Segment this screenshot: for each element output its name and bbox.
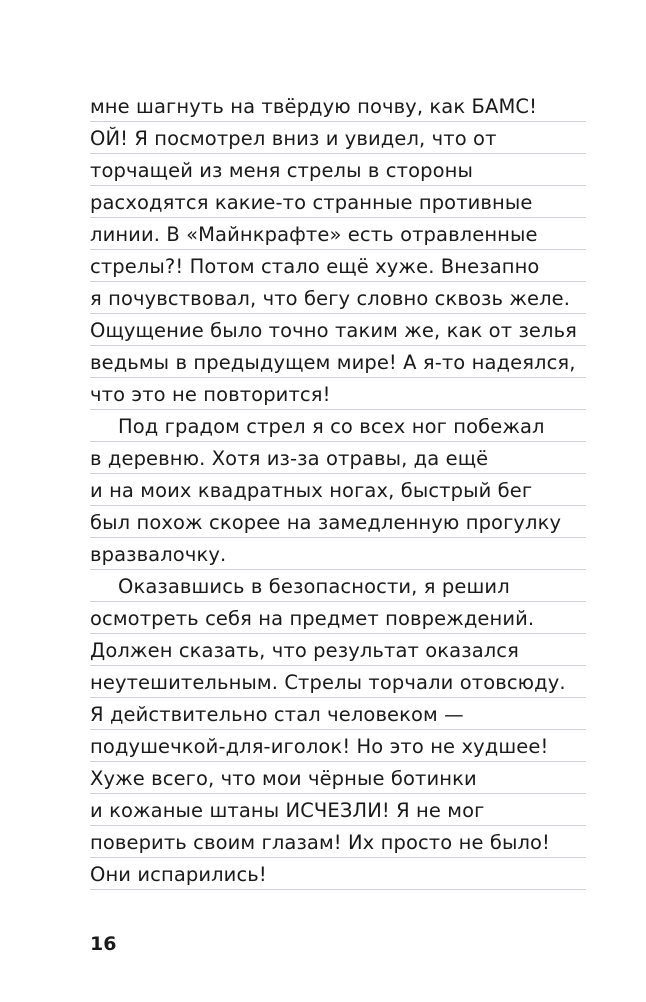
text-line-content: что это не повторится! [90, 383, 331, 406]
text-line-content: и на моих квадратных ногах, быстрый бег [90, 479, 533, 502]
text-line-content: Под градом стрел я со всех ног побежал [118, 415, 545, 438]
text-line-content: в деревню. Хотя из-за отравы, да ещё [90, 447, 489, 470]
text-line [90, 410, 586, 442]
text-line [90, 634, 586, 666]
text-line [90, 378, 586, 410]
text-line-content: Ощущение было точно таким же, как от зелья [90, 319, 578, 342]
text-line-content: мне шагнуть на твёрдую почву, как БАМС! [90, 95, 538, 118]
ruled-text-block [90, 90, 586, 890]
text-line [90, 506, 586, 538]
text-line-content: Оказавшись в безопасности, я решил [118, 575, 510, 598]
text-line [90, 250, 586, 282]
text-line [90, 794, 586, 826]
text-line-content: неутешительным. Стрелы торчали отовсюду. [90, 671, 566, 694]
text-line [90, 186, 586, 218]
text-line [90, 282, 586, 314]
text-line [90, 122, 586, 154]
text-line [90, 218, 586, 250]
text-line-content: Я действительно стал человеком — [90, 703, 464, 726]
text-line [90, 474, 586, 506]
page-number: 16 [90, 933, 117, 955]
text-line [90, 314, 586, 346]
text-line [90, 538, 586, 570]
text-line-content: торчащей из меня стрелы в стороны [90, 159, 473, 182]
text-line-content: расходятся какие-то странные противные [90, 191, 533, 214]
text-line [90, 154, 586, 186]
text-line [90, 346, 586, 378]
text-line [90, 826, 586, 858]
text-line-content: поверить своим глазам! Их просто не было! [90, 831, 550, 854]
text-line-content: и кожаные штаны ИСЧЕЗЛИ! Я не мог [90, 799, 485, 822]
text-line [90, 570, 586, 602]
text-line-content: Хуже всего, что мои чёрные ботинки [90, 767, 477, 790]
text-line-content: осмотреть себя на предмет повреждений. [90, 607, 535, 630]
text-line-content: я почувствовал, что бегу словно сквозь желе. [90, 287, 571, 310]
text-line [90, 858, 586, 890]
text-line [90, 762, 586, 794]
text-line-content: Они испарились! [90, 863, 267, 886]
text-line [90, 90, 586, 122]
text-line [90, 698, 586, 730]
text-line-content: линии. В «Майнкрафте» есть отравленные [90, 223, 538, 246]
text-line-content: вразвалочку. [90, 543, 227, 566]
text-line [90, 730, 586, 762]
text-line-content: Должен сказать, что результат оказался [90, 639, 519, 662]
text-line [90, 442, 586, 474]
text-line-content: ведьмы в предыдущем мире! А я-то надеялся, [90, 351, 576, 374]
text-line [90, 666, 586, 698]
text-line-content: ОЙ! Я посмотрел вниз и увидел, что от [90, 127, 497, 150]
text-line-content: подушечкой-для-иголок! Но это не худшее! [90, 735, 549, 758]
text-line-content: был похож скорее на замедленную прогулку [90, 511, 562, 534]
text-line [90, 602, 586, 634]
text-line-content: стрелы?! Потом стало ещё хуже. Внезапно [90, 255, 540, 278]
